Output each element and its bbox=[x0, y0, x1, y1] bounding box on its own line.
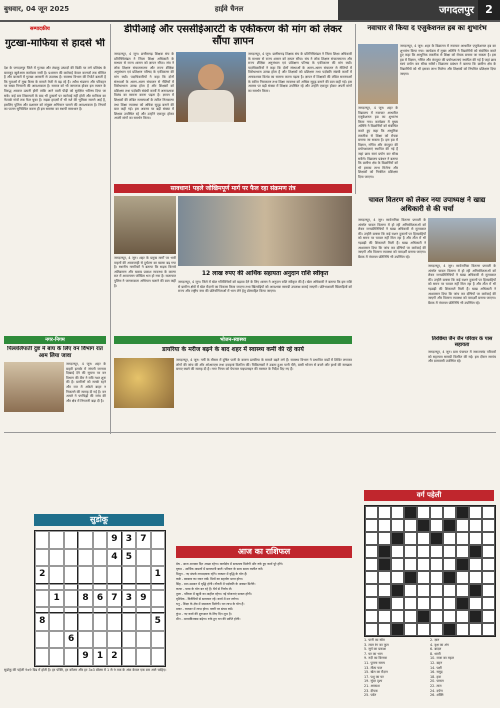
crossword-cell[interactable] bbox=[482, 571, 495, 584]
crossword-cell[interactable] bbox=[482, 545, 495, 558]
side-news-body: जगदलपुर, 4 जून। शहर के विद्यालय में नवाचार आधारित एजुकेशनल हब का शुभारंभ किया गया। कार्यक्रम में मुख्य अतिथि ने विद्यार्थियों को संबोधित करते हुए कहा कि आधुनिक तकनीक से शिक्षा को रोचक बनाया जा सकता है। इस हब में विज्ञान, गणित और कंप्यूटर की प्रयोगशालाएं स्थापित की गई हैं जहां छात्र स्वयं प्रयोग कर सीख सकेंगे। विद्यालय प्रबंधन ने बताया कि ग्रामीण क्षेत्र के विद्यार्थियों को भी इसका लाभ मिलेगा और शिक्षकों को नियमित प्रशिक्षण दिया जाएगा। bbox=[400, 44, 496, 76]
issue-date: बुधवार, 04 जून 2025 bbox=[4, 5, 70, 14]
sudoku-cell bbox=[35, 531, 49, 549]
sudoku-cell: 9 bbox=[107, 531, 121, 549]
sudoku-cell: 2 bbox=[35, 566, 49, 584]
sudoku-cell bbox=[107, 613, 121, 631]
sudoku-cell bbox=[151, 590, 165, 608]
crossword-cell[interactable] bbox=[391, 506, 404, 519]
crossword-cell[interactable] bbox=[365, 610, 378, 623]
person-face bbox=[198, 64, 224, 90]
person-body bbox=[188, 90, 234, 122]
editorial-headline: गुटखा-माफिया से हादसे भी bbox=[5, 38, 105, 49]
crossword-clue: 12. बहन bbox=[430, 660, 443, 665]
sudoku-cell: 9 bbox=[78, 648, 92, 666]
crossword-cell[interactable] bbox=[430, 558, 443, 571]
crossword-cell bbox=[443, 519, 456, 532]
crossword-clue: 18. हवा bbox=[430, 674, 442, 679]
crossword-cell[interactable] bbox=[443, 532, 456, 545]
crossword-cell[interactable] bbox=[469, 558, 482, 571]
sudoku-cell: 2 bbox=[107, 648, 121, 666]
sudoku-cell bbox=[64, 549, 78, 567]
crossword-clue: 21. आकाश bbox=[364, 683, 380, 688]
sudoku-cell: 4 bbox=[107, 549, 121, 567]
crossword-clue: 10. राजा का महल bbox=[430, 656, 454, 661]
chawal-body: जगदलपुर, 4 जून। सार्वजनिक वितरण प्रणाली के अंतर्गत चावल वितरण में हो रही अनियमितताओं को लेकर जनप्रतिनिधियों ने खाद्य अधिकारी से मुलाकात की। उन्होंने बताया कि कई राशन दुकानों पर हितग्राहियों को समय पर चावल नहीं मिल रहा है और तौल में भी गड़बड़ी की शिकायतें मिली हैं। खाद्य अधिकारी ने आश्वासन दिया कि जांच कर दोषियों पर कार्रवाई की जाएगी और वितरण व्यवस्था को पारदर्शी बनाया जाएगा। बैठक में पंचायत प्रतिनिधि भी उपस्थित रहे। bbox=[358, 218, 426, 259]
crossword-cell[interactable] bbox=[365, 571, 378, 584]
sudoku-cell: 7 bbox=[107, 590, 121, 608]
crossword-cell[interactable] bbox=[391, 519, 404, 532]
crossword-cell[interactable] bbox=[378, 519, 391, 532]
crossword-cell[interactable] bbox=[430, 519, 443, 532]
crossword-cell bbox=[469, 584, 482, 597]
sudoku-cell bbox=[64, 613, 78, 631]
sudoku-cell bbox=[107, 566, 121, 584]
sudoku-cell bbox=[64, 531, 78, 549]
sudoku-grid bbox=[34, 530, 166, 667]
crossword-cell[interactable] bbox=[443, 506, 456, 519]
crossword-cell[interactable] bbox=[404, 558, 417, 571]
crossword-cell[interactable] bbox=[417, 571, 430, 584]
crossword-cell[interactable] bbox=[430, 623, 443, 636]
crossword-clues-left bbox=[364, 638, 428, 706]
sudoku-cell bbox=[49, 549, 63, 567]
crossword-cell[interactable] bbox=[378, 584, 391, 597]
rashifal-item: मीन - आत्मविश्वास बढ़ेगा। रुके हुए धन की प्राप्ति होगी। bbox=[176, 617, 241, 621]
crossword-cell[interactable] bbox=[469, 597, 482, 610]
crossword-cell[interactable] bbox=[378, 623, 391, 636]
crossword-cell[interactable] bbox=[404, 519, 417, 532]
sudoku-cell bbox=[136, 566, 150, 584]
lead-headline: डीपीआई और एससीईआरटी के एकीकरण की मांग को लेकर सौंपा ज्ञापन bbox=[124, 24, 342, 47]
crossword-cell[interactable] bbox=[482, 519, 495, 532]
sudoku-cell: 1 bbox=[93, 648, 107, 666]
crossword-cell[interactable] bbox=[482, 610, 495, 623]
health-photo bbox=[114, 358, 174, 408]
chawal-photo bbox=[428, 218, 496, 262]
crossword-clues-right bbox=[430, 638, 496, 706]
chawal-body-continued: जगदलपुर, 4 जून। सार्वजनिक वितरण प्रणाली के अंतर्गत चावल वितरण में हो रही अनियमितताओं को लेकर जनप्रतिनिधियों ने खाद्य अधिकारी से मुलाकात की। उन्होंने बताया कि कई राशन दुकानों पर हितग्राहियों को समय पर चावल नहीं मिल रहा है और तौल में भी गड़बड़ी की शिकायतें मिली हैं। खाद्य अधिकारी ने आश्वासन दिया कि जांच कर दोषियों पर कार्रवाई की जाएगी और वितरण व्यवस्था को पारदर्शी बनाया जाएगा। बैठक में पंचायत प्रतिनिधि भी उपस्थित रहे। bbox=[428, 264, 496, 305]
sudoku-cell bbox=[93, 631, 107, 649]
sudoku-cell: 3 bbox=[122, 590, 136, 608]
sports-headline: 12 लाख रुपए की आर्थिक सहायता अनुदान राशि स्वीकृत bbox=[201, 270, 329, 277]
sudoku-cell bbox=[93, 613, 107, 631]
crossword-cell[interactable] bbox=[404, 545, 417, 558]
crossword-cell[interactable] bbox=[443, 545, 456, 558]
crossword-cell[interactable] bbox=[365, 545, 378, 558]
crossword-cell[interactable] bbox=[404, 597, 417, 610]
sudoku-cell bbox=[136, 613, 150, 631]
local-headline: पिल्ललिपाती दुष्ट में बाघ के लिए वन विभाग रात आम लिया जावा bbox=[7, 346, 103, 359]
crossword-cell[interactable] bbox=[482, 597, 495, 610]
crossword-cell[interactable] bbox=[365, 506, 378, 519]
channel-name: हाईवे चैनल bbox=[214, 5, 244, 14]
sudoku-title: सुडोकू bbox=[34, 514, 164, 526]
column-divider bbox=[355, 24, 356, 194]
crossword-clue: 4. वृक्ष का अंग bbox=[430, 642, 449, 647]
sudoku-cell bbox=[64, 590, 78, 608]
rashifal-item: वृश्चिक - विरोधियों से सावधान रहें। कार्य में मन लगेगा। bbox=[176, 597, 240, 601]
sudoku-cell bbox=[136, 631, 150, 649]
crossword-cell bbox=[417, 610, 430, 623]
crossword-clue: 16. समुद्र bbox=[430, 670, 443, 675]
crossword-clue: 1. पानी का स्रोत bbox=[364, 638, 385, 642]
side-news-headline: नवाचार से किया द एजुकेशनल हब का शुभारंभ bbox=[367, 24, 487, 32]
crossword-clue: 14. पक्षी bbox=[430, 665, 442, 670]
crossword-cell[interactable] bbox=[443, 558, 456, 571]
crossword-cell[interactable] bbox=[482, 558, 495, 571]
column-divider bbox=[110, 24, 111, 434]
health-tag: भोजन-स्वास्थ्य bbox=[114, 336, 352, 344]
crossword-cell[interactable] bbox=[443, 597, 456, 610]
rashifal-title: आज का राशिफल bbox=[176, 546, 352, 558]
crossword-cell[interactable] bbox=[430, 545, 443, 558]
local-body: जगदलपुर, 4 जून। शहर के बाहरी इलाके में जंगली जानवर दिखाई देने की सूचना पर वन विभाग की टीम ने रात्रि गश्त शुरू की है। ग्रामीणों को सतर्क रहने और रात में अकेले बाहर न निकलने की सलाह दी गई है। वन अमले ने पगचिह्नों की जांच की और क्षेत्र में निगरानी बढ़ा दी है। bbox=[66, 362, 106, 403]
crossword-cell[interactable] bbox=[417, 506, 430, 519]
sudoku-cell bbox=[151, 549, 165, 567]
crossword-cell[interactable] bbox=[430, 506, 443, 519]
sudoku-cell bbox=[93, 531, 107, 549]
crossword-clue: 11. पुराना समय bbox=[364, 660, 385, 665]
sudoku-cell: 6 bbox=[64, 631, 78, 649]
crossword-cell bbox=[378, 545, 391, 558]
chawal-headline: चावल वितरण को लेकर नया उपाध्यक्ष ने खाद्य अधिकारी से की चर्चा bbox=[368, 196, 486, 213]
tuition-photo bbox=[114, 196, 176, 254]
crossword-cell[interactable] bbox=[430, 610, 443, 623]
crossword-cell[interactable] bbox=[391, 545, 404, 558]
crossword-cell[interactable] bbox=[443, 610, 456, 623]
sudoku-cell bbox=[49, 648, 63, 666]
sudoku-cell: 5 bbox=[151, 613, 165, 631]
sudoku-cell bbox=[122, 631, 136, 649]
crossword-cell[interactable] bbox=[456, 519, 469, 532]
crossword-title: वर्ग पहेली bbox=[364, 490, 494, 501]
sudoku-cell: 1 bbox=[151, 566, 165, 584]
crossword-cell bbox=[391, 584, 404, 597]
crossword-clue: 24. दर्पण bbox=[430, 688, 443, 693]
crossword-cell[interactable] bbox=[404, 623, 417, 636]
crossword-clue: 19. सुंदर दृश्य bbox=[364, 679, 383, 684]
rashifal-item: मेष - आज आपका दिन अच्छा रहेगा। कार्यक्षेत्र में सफलता मिलेगी और रुके हुए कार्य पूरे होंगे। bbox=[176, 562, 283, 566]
crossword-clue: 13. मीठा फल bbox=[364, 665, 383, 670]
lead-photo bbox=[176, 52, 246, 122]
crossword-clue: 2. ज्ञान bbox=[430, 638, 440, 642]
crossword-clue: 6. बादल bbox=[430, 647, 442, 652]
crossword-cell[interactable] bbox=[378, 571, 391, 584]
crossword-cell[interactable] bbox=[365, 519, 378, 532]
crossword-cell[interactable] bbox=[391, 558, 404, 571]
crossword-cell bbox=[469, 545, 482, 558]
sudoku-cell bbox=[35, 590, 49, 608]
crossword-clue: 3. लाल रंग का फूल bbox=[364, 642, 389, 647]
crossword-cell[interactable] bbox=[430, 597, 443, 610]
sudoku-cell bbox=[35, 549, 49, 567]
local-tag: नगर-निगम bbox=[4, 336, 106, 344]
crossword-cell bbox=[430, 532, 443, 545]
crossword-clue: 15. खेल का मैदान bbox=[364, 670, 388, 675]
health-headline: डायरिया के मरीज बढ़ने के बाद शहर में स्वास्थ्य कर्मी की रहे कार्य bbox=[162, 346, 304, 353]
crossword-cell[interactable] bbox=[469, 571, 482, 584]
crossword-cell[interactable] bbox=[456, 610, 469, 623]
sudoku-cell bbox=[64, 648, 78, 666]
sudoku-cell bbox=[107, 631, 121, 649]
page-header bbox=[0, 0, 500, 22]
crossword-cell[interactable] bbox=[469, 519, 482, 532]
crossword-cell[interactable] bbox=[404, 532, 417, 545]
crossword-clue: 7. घर का भाग bbox=[364, 651, 383, 656]
crossword-cell bbox=[456, 597, 469, 610]
sudoku-cell bbox=[49, 631, 63, 649]
sudoku-cell bbox=[64, 566, 78, 584]
sudoku-cell bbox=[136, 549, 150, 567]
crossword-clue: 8. धरती bbox=[430, 651, 441, 656]
crossword-cell[interactable] bbox=[456, 545, 469, 558]
editorial-tag: सम्पादकीय bbox=[30, 26, 50, 32]
crossword-cell[interactable] bbox=[482, 623, 495, 636]
tuition-body: जगदलपुर, 4 जून। शहर के प्रमुख मार्गों पर भारी वाहनों की आवाजाही से दुर्घटना का खतरा बढ़ गया है। स्थानीय नागरिकों ने बताया कि सड़क किनारे अतिक्रमण और खराब प्रकाश व्यवस्था के कारण रात में आवागमन जोखिम भरा हो गया है। यातायात पुलिस ने जागरूकता अभियान चलाने की बात कही है। bbox=[114, 256, 176, 288]
crossword-clue: 20. फसल bbox=[430, 679, 444, 684]
health-body: जगदलपुर, 4 जून। गर्मी के मौसम में दूषित पानी के कारण डायरिया के मामले बढ़ने लगे हैं। स्वास्थ्य विभाग ने प्रभावित वार्डों में शिविर लगाकर लोगों की जांच की और ओआरएस तथा दवाइयां वितरित कीं। चिकित्सकों ने उबला हुआ पानी पीने, बासी भोजन से बचने और हाथों की स्वच्छता बनाए रखने की सलाह दी है। नगर निगम को पेयजल पाइपलाइन की मरम्मत के निर्देश दिए गए हैं। bbox=[176, 358, 352, 372]
crossword-cell bbox=[391, 532, 404, 545]
crossword-cell[interactable] bbox=[378, 532, 391, 545]
crossword-cell[interactable] bbox=[365, 558, 378, 571]
crossword-cell bbox=[391, 623, 404, 636]
sudoku-cell bbox=[151, 631, 165, 649]
sudoku-cell: 8 bbox=[35, 613, 49, 631]
crossword-cell bbox=[443, 571, 456, 584]
sudoku-cell bbox=[78, 566, 92, 584]
sudoku-cell bbox=[78, 631, 92, 649]
crossword-grid bbox=[364, 505, 496, 637]
rashifal-item: धनु - शिक्षा के क्षेत्र में सफलता मिलेगी। धन लाभ के योग हैं। bbox=[176, 602, 245, 606]
sudoku-cell bbox=[78, 549, 92, 567]
crossword-cell[interactable] bbox=[417, 545, 430, 558]
sudoku-cell bbox=[49, 531, 63, 549]
crossword-cell[interactable] bbox=[391, 597, 404, 610]
crossword-cell[interactable] bbox=[469, 623, 482, 636]
sudoku-cell: 6 bbox=[93, 590, 107, 608]
sudoku-note: सुडोकू की पहेली 9x9 ग्रिड में होती है। हर पंक्ति, हर कॉलम और हर 3x3 बॉक्स में 1 से 9 तक के अंक केवल एक बार आने चाहिए। bbox=[4, 668, 167, 672]
sudoku-cell: 5 bbox=[122, 549, 136, 567]
crossword-clue: 22. तारा bbox=[430, 683, 442, 688]
crossword-cell[interactable] bbox=[365, 597, 378, 610]
sudoku-cell bbox=[35, 648, 49, 666]
rashifal-item: कर्क - स्वास्थ्य का ध्यान रखें। मित्रों का सहयोग प्राप्त होगा। bbox=[176, 577, 243, 581]
rashifal-item: कुंभ - नए कार्य की शुरुआत के लिए दिन शुभ है। bbox=[176, 612, 232, 616]
crossword-cell[interactable] bbox=[417, 558, 430, 571]
sudoku-cell bbox=[151, 531, 165, 549]
local-photo bbox=[4, 362, 64, 412]
sudoku-cell bbox=[122, 566, 136, 584]
lead-body: जगदलपुर, 4 जून। छत्तीसगढ़ शिक्षक संघ के प्रतिनिधिमंडल ने जिला शिक्षा अधिकारी के माध्यम से राज्य शासन को ज्ञापन सौंपा। संघ ने लोक शिक्षण संचालनालय और राज्य शैक्षिक अनुसंधान एवं प्रशिक्षण परिषद के एकीकरण की मांग रखी। पदाधिकारियों ने कहा कि दोनों संस्थाओं के अलग-अलग संचालन से नीतियों में विरोधाभास उत्पन्न होता है और शिक्षकों को प्रशिक्षण तथा पदोन्नति संबंधी कार्यों में अनावश्यक विलंब का सामना करना पड़ता है। ज्ञापन में शिक्षकों की लंबित समस्याओं के त्वरित निराकरण तथा शिक्षा व्यवस्था को अधिक सुदृढ़ बनाने की बात कही गई। इस अवसर पर बड़ी संख्या में शिक्षक उपस्थित रहे और उन्होंने एकजुट होकर अपनी मांगों का समर्थन किया। bbox=[114, 52, 174, 121]
rashifal-item: वृषभ - आर्थिक मामलों में सावधानी बरतें। परिवार के साथ समय व्यतीत करें। bbox=[176, 567, 264, 571]
crossword-cell bbox=[443, 623, 456, 636]
crossword-cell[interactable] bbox=[417, 584, 430, 597]
crossword-cell[interactable] bbox=[378, 610, 391, 623]
tribal-body: जगदलपुर, 4 जून। ग्राम पंचायत में जरूरतमंद परिवारों को सहायता सामग्री वितरित की गई। इस दौरान सरपंच और ग्रामवासी उपस्थित रहे। bbox=[428, 350, 496, 364]
crossword-cell bbox=[378, 597, 391, 610]
crossword-clue: 23. दीपक bbox=[364, 688, 378, 693]
crossword-cell[interactable] bbox=[365, 623, 378, 636]
crossword-cell[interactable] bbox=[417, 532, 430, 545]
crossword-cell[interactable] bbox=[391, 610, 404, 623]
section-divider bbox=[4, 432, 496, 433]
sudoku-cell bbox=[78, 613, 92, 631]
sudoku-cell bbox=[49, 566, 63, 584]
crossword-cell bbox=[456, 558, 469, 571]
sudoku-cell: 8 bbox=[78, 590, 92, 608]
sudoku-cell bbox=[49, 613, 63, 631]
sudoku-cell: 9 bbox=[136, 590, 150, 608]
sudoku-cell: 3 bbox=[122, 531, 136, 549]
crossword-cell[interactable] bbox=[404, 610, 417, 623]
crossword-cell bbox=[404, 571, 417, 584]
editorial-body: देश के जगदलपुर जिले में गुटखा और तंबाकू उत्पादों की बिक्री पर लगे प्रतिबंध के बावजूद खुलेआम कारोबार जारी है। प्रशासन की कार्रवाई केवल कागजों तक सीमित है और बाजारों में गुटखा आसानी से उपलब्ध है। स्वास्थ्य विभाग की रिपोर्ट बताती है कि युवाओं में मुख कैंसर के मामले तेजी से बढ़ रहे हैं। अवैध भंडारण और परिवहन पर सख्त निगरानी की आवश्यकता है। समाज को भी जागरूक होकर इस व्यसन के विरुद्ध आवाज उठानी होगी ताकि आने वाली पीढ़ी को सुरक्षित भविष्य दिया जा सके। कई बार शिकायतों के बाद भी दुकानों पर कार्रवाई नहीं होती और माफिया का नेटवर्क गांवों तक फैल चुका है। सड़क हादसों में भी नशे की भूमिका सामने आई है, इसलिए पुलिस और प्रशासन को संयुक्त अभियान चलाने की आवश्यकता है। नियमों का पालन सुनिश्चित करना ही इस समस्या का स्थायी समाधान है। bbox=[4, 66, 106, 112]
page-number: 2 bbox=[478, 0, 500, 20]
crossword-cell[interactable] bbox=[365, 584, 378, 597]
rashifal-item: मिथुन - नए संपर्क लाभदायक रहेंगे। व्यापार में वृद्धि के योग हैं। bbox=[176, 572, 248, 576]
crossword-clue: 17. पशु का घर bbox=[364, 674, 384, 679]
sudoku-cell bbox=[122, 648, 136, 666]
side-news-body-extra: जगदलपुर, 4 जून। शहर के विद्यालय में नवाचार आधारित एजुकेशनल हब का शुभारंभ किया गया। कार्यक्रम में मुख्य अतिथि ने विद्यार्थियों को संबोधित करते हुए कहा कि आधुनिक तकनीक से शिक्षा को रोचक बनाया जा सकता है। इस हब में विज्ञान, गणित और कंप्यूटर की प्रयोगशालाएं स्थापित की गई हैं जहां छात्र स्वयं प्रयोग कर सीख सकेंगे। विद्यालय प्रबंधन ने बताया कि ग्रामीण क्षेत्र के विद्यार्थियों को भी इसका लाभ मिलेगा और शिक्षकों को नियमित प्रशिक्षण दिया जाएगा। bbox=[358, 106, 398, 179]
crossword-cell[interactable] bbox=[430, 571, 443, 584]
lead-body-continued: जगदलपुर, 4 जून। छत्तीसगढ़ शिक्षक संघ के प्रतिनिधिमंडल ने जिला शिक्षा अधिकारी के माध्यम से राज्य शासन को ज्ञापन सौंपा। संघ ने लोक शिक्षण संचालनालय और राज्य शैक्षिक अनुसंधान एवं प्रशिक्षण परिषद के एकीकरण की मांग रखी। पदाधिकारियों ने कहा कि दोनों संस्थाओं के अलग-अलग संचालन से नीतियों में विरोधाभास उत्पन्न होता है और शिक्षकों को प्रशिक्षण तथा पदोन्नति संबंधी कार्यों में अनावश्यक विलंब का सामना करना पड़ता है। ज्ञापन में शिक्षकों की लंबित समस्याओं के त्वरित निराकरण तथा शिक्षा व्यवस्था को अधिक सुदृढ़ बनाने की बात कही गई। इस अवसर पर बड़ी संख्या में शिक्षक उपस्थित रहे और उन्होंने एकजुट होकर अपनी मांगों का समर्थन किया। bbox=[248, 52, 352, 93]
road-photo bbox=[178, 196, 352, 266]
crossword-cell[interactable] bbox=[378, 506, 391, 519]
crossword-cell[interactable] bbox=[456, 571, 469, 584]
crossword-cell[interactable] bbox=[456, 623, 469, 636]
crossword-clue: 26. शक्ति bbox=[430, 693, 444, 698]
tribal-headline: तिरछिया जैन जैन परिवार के पास सहायता bbox=[431, 336, 493, 348]
crossword-cell[interactable] bbox=[417, 597, 430, 610]
rashifal-item: तुला - परिवार में खुशी का माहौल रहेगा। नई योजनाएं सफल होंगी। bbox=[176, 592, 252, 596]
sudoku-cell bbox=[78, 531, 92, 549]
crossword-cell[interactable] bbox=[365, 532, 378, 545]
crossword-cell[interactable] bbox=[443, 584, 456, 597]
crossword-cell bbox=[469, 610, 482, 623]
city-name: जगदलपुर bbox=[338, 0, 478, 20]
crossword-cell[interactable] bbox=[404, 584, 417, 597]
sudoku-cell bbox=[93, 566, 107, 584]
crossword-cell[interactable] bbox=[391, 571, 404, 584]
sudoku-cell bbox=[136, 648, 150, 666]
rashifal-item: सिंह - मान-सम्मान में वृद्धि होगी। नौकरी में पदोन्नति के अवसर मिलेंगे। bbox=[176, 582, 256, 586]
crossword-cell[interactable] bbox=[482, 532, 495, 545]
crossword-clue: 25. पर्वत bbox=[364, 693, 377, 698]
crossword-cell[interactable] bbox=[469, 532, 482, 545]
rashifal-list bbox=[176, 562, 352, 622]
rashifal-item: मकर - व्यापार में लाभ होगा। वाणी पर संयम रखें। bbox=[176, 607, 233, 611]
crossword-cell[interactable] bbox=[456, 532, 469, 545]
crossword-cell[interactable] bbox=[417, 623, 430, 636]
crossword-cell[interactable] bbox=[430, 584, 443, 597]
side-news-photo bbox=[358, 44, 398, 104]
sudoku-cell bbox=[122, 613, 136, 631]
crossword-cell[interactable] bbox=[469, 506, 482, 519]
crossword-cell bbox=[417, 519, 430, 532]
sports-body: जगदलपुर, 4 जून। जिले में खेल गतिविधियों को बढ़ावा देने के लिए शासन ने अनुदान राशि स्वीकृत की है। खेल अधिकारी ने बताया कि इस राशि से ग्रामीण क्षेत्रों में खेल मैदानों का विकास किया जाएगा तथा खिलाड़ियों को आवश्यक सामग्री उपलब्ध कराई जाएगी। प्रतिभाशाली खिलाड़ियों को राज्य और राष्ट्रीय स्तर की प्रतियोगिताओं में भाग लेने हेतु प्रोत्साहित किया जाएगा। bbox=[178, 280, 352, 294]
crossword-cell[interactable] bbox=[456, 584, 469, 597]
sudoku-cell bbox=[151, 648, 165, 666]
sudoku-cell: 7 bbox=[136, 531, 150, 549]
sudoku-cell bbox=[35, 631, 49, 649]
crossword-cell bbox=[404, 506, 417, 519]
crossword-cell[interactable] bbox=[482, 506, 495, 519]
tuition-headline: सावधान! पहले जोखिमपूर्ण मार्ग पर फैल रहा संक्रमण तंत्र bbox=[114, 184, 352, 193]
crossword-clue: 5. सूर्य का प्रकाश bbox=[364, 647, 386, 652]
sudoku-cell: 1 bbox=[49, 590, 63, 608]
crossword-clue: 9. नदी का किनारा bbox=[364, 656, 388, 661]
crossword-cell[interactable] bbox=[482, 584, 495, 597]
crossword-cell bbox=[378, 558, 391, 571]
rashifal-item: कन्या - यात्रा के योग बन रहे हैं। धैर्य से निर्णय लें। bbox=[176, 587, 233, 591]
crossword-cell bbox=[456, 506, 469, 519]
sudoku-cell bbox=[93, 549, 107, 567]
